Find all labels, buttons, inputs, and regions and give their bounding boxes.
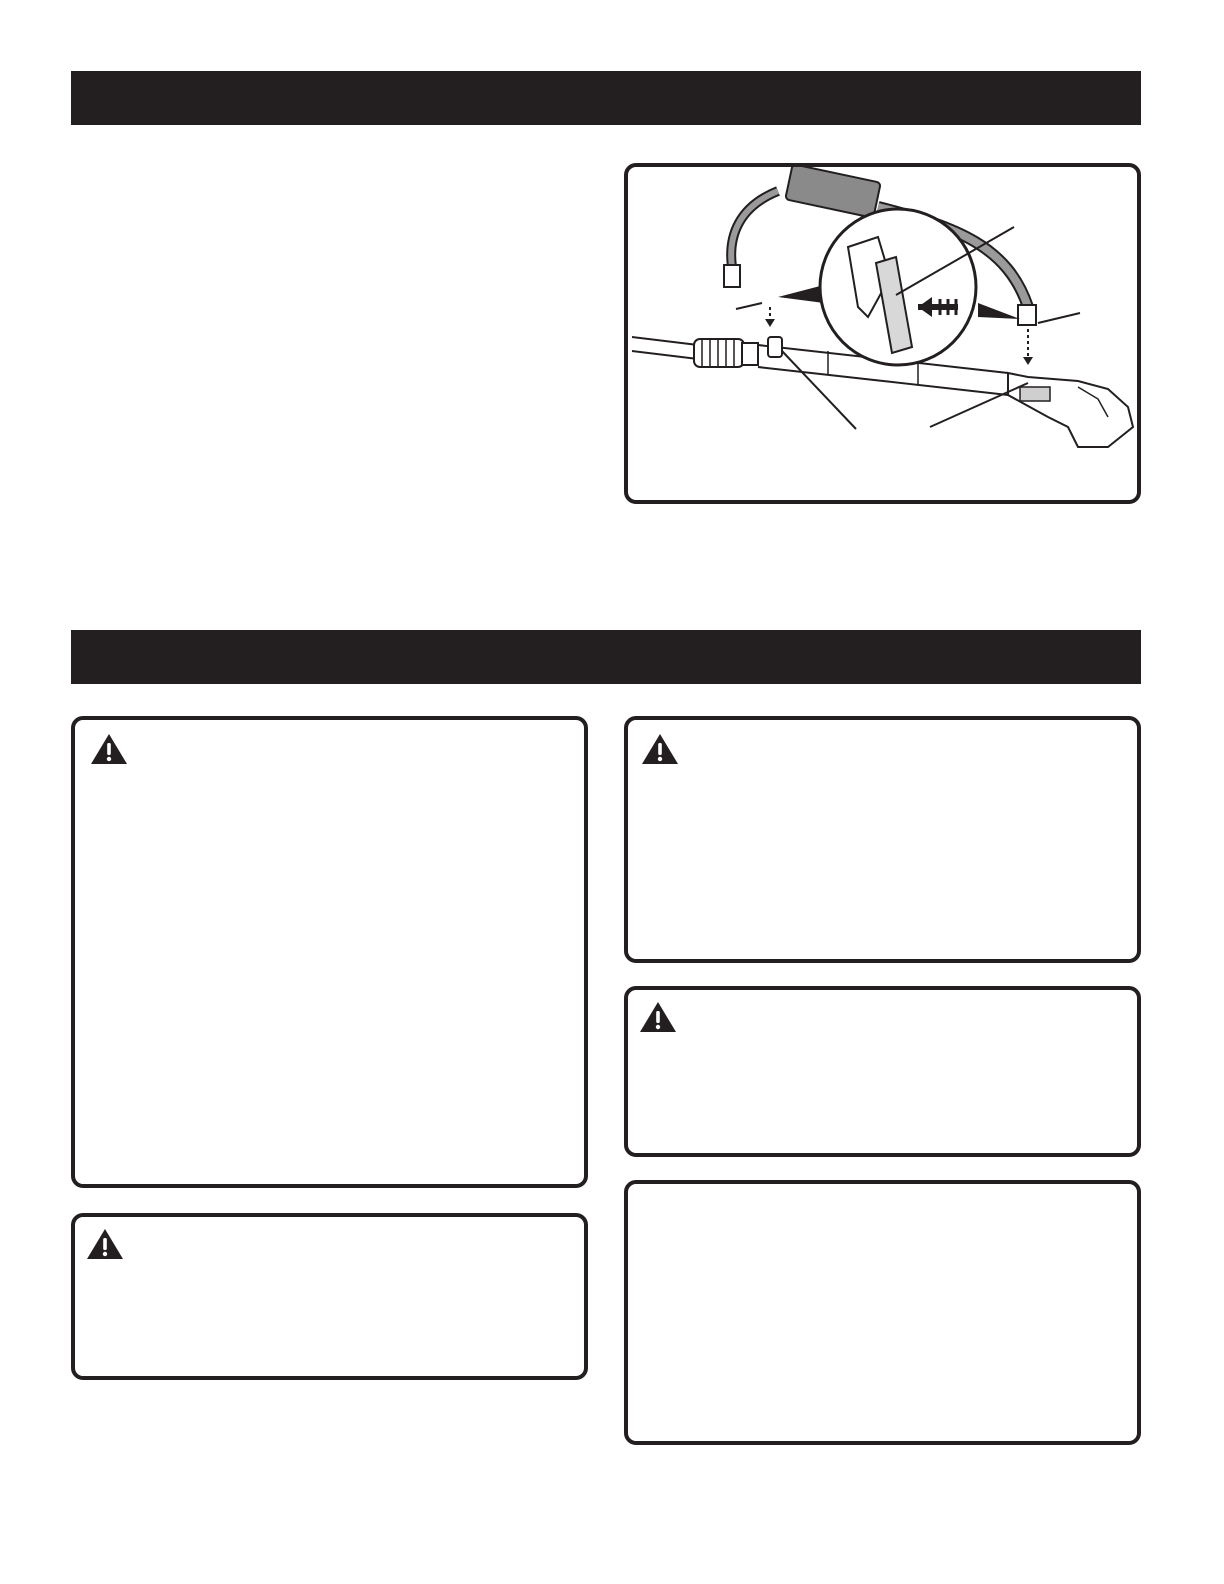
warning-triangle-icon — [640, 732, 680, 766]
warning-triangle-icon — [638, 1000, 678, 1034]
note-box — [624, 1180, 1141, 1445]
detail-zoom-circle — [820, 209, 976, 365]
section-header-bar-1 — [71, 71, 1141, 125]
section-header-bar-2 — [71, 630, 1141, 684]
warning-triangle-icon — [89, 732, 129, 766]
warning-box-3 — [624, 716, 1141, 963]
shoulder-strap-illustration — [628, 167, 1137, 500]
warning-box-2 — [71, 1213, 588, 1380]
strap-ring-icon — [768, 337, 782, 357]
warning-triangle-icon — [85, 1227, 125, 1261]
collar-knob-icon — [694, 339, 758, 367]
warning-box-1 — [71, 716, 588, 1188]
warning-box-4 — [624, 986, 1141, 1157]
strap-attachment-figure — [624, 163, 1141, 504]
